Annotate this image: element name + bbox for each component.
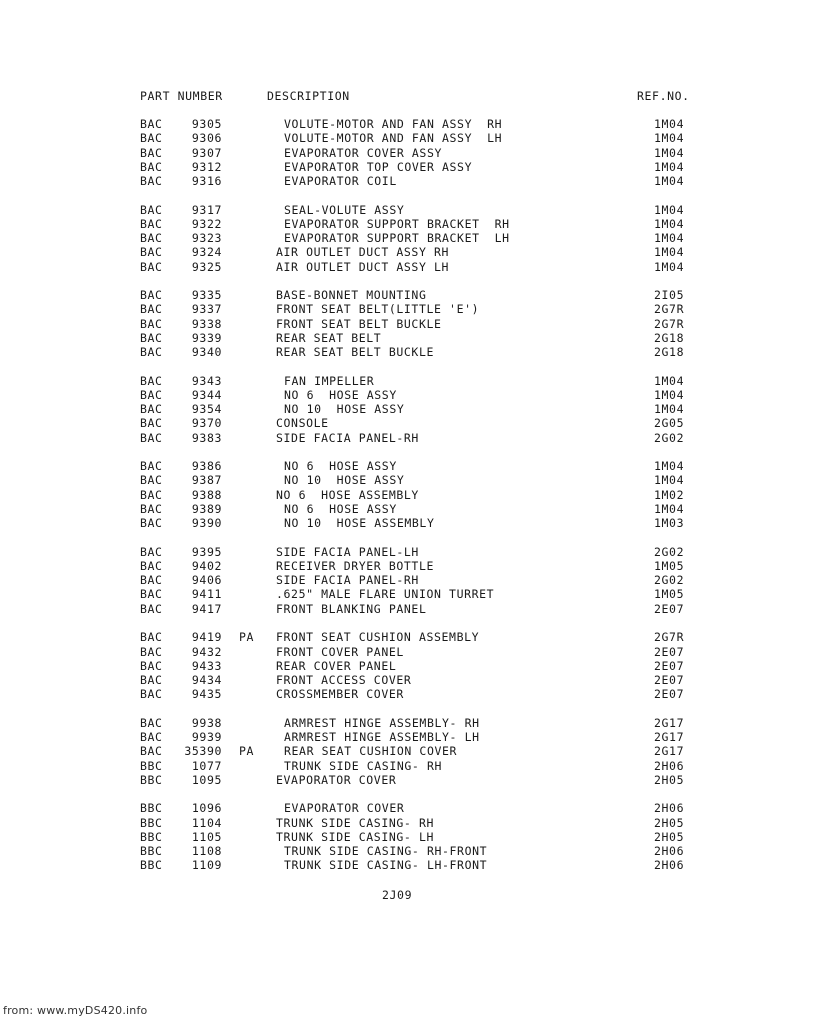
part-number: 9433 xyxy=(191,658,222,673)
part-row xyxy=(0,131,816,145)
part-description: TRUNK SIDE CASING- LH xyxy=(276,829,434,844)
part-description: SIDE FACIA PANEL-RH xyxy=(276,573,419,588)
part-number: 9312 xyxy=(191,159,222,174)
part-description: TRUNK SIDE CASING- RH xyxy=(284,758,442,773)
part-row xyxy=(0,602,816,616)
part-row xyxy=(0,174,816,188)
part-row xyxy=(0,716,816,730)
part-number: 9317 xyxy=(191,202,222,217)
part-row xyxy=(0,744,816,758)
part-description: .625" MALE FLARE UNION TURRET xyxy=(276,587,495,602)
part-prefix: BAC xyxy=(140,459,163,474)
part-prefix: BAC xyxy=(140,516,163,531)
part-code: PA xyxy=(239,630,255,645)
part-description: SEAL-VOLUTE ASSY xyxy=(284,202,405,217)
part-number: 1105 xyxy=(191,829,222,844)
part-prefix: BAC xyxy=(140,345,163,360)
part-description: NO 6 HOSE ASSY xyxy=(284,387,397,402)
part-number: 9383 xyxy=(191,430,222,445)
part-prefix: BAC xyxy=(140,730,163,745)
part-prefix: BBC xyxy=(140,758,163,773)
part-ref-no: 2E07 xyxy=(654,601,685,616)
part-number: 9390 xyxy=(191,516,222,531)
part-row xyxy=(0,659,816,673)
part-ref-no: 2G18 xyxy=(654,345,685,360)
part-row xyxy=(0,345,816,359)
part-description: EVAPORATOR SUPPORT BRACKET RH xyxy=(284,216,510,231)
part-ref-no: 1M04 xyxy=(654,459,685,474)
part-description: REAR SEAT CUSHION COVER xyxy=(284,744,458,759)
part-row xyxy=(0,117,816,131)
part-prefix: BBC xyxy=(140,815,163,830)
part-ref-no: 2E07 xyxy=(654,644,685,659)
part-row xyxy=(0,331,816,345)
part-prefix: BAC xyxy=(140,673,163,688)
part-row xyxy=(0,217,816,231)
part-number: 9324 xyxy=(191,245,222,260)
part-number: 9406 xyxy=(191,573,222,588)
part-description: CONSOLE xyxy=(276,416,329,431)
part-number: 1109 xyxy=(191,858,222,873)
part-description: REAR COVER PANEL xyxy=(276,658,397,673)
part-number: 9306 xyxy=(191,131,222,146)
part-description: NO 10 HOSE ASSY xyxy=(284,473,405,488)
part-ref-no: 2G05 xyxy=(654,416,685,431)
part-row xyxy=(0,559,816,573)
part-row xyxy=(0,801,816,815)
part-ref-no: 2G7R xyxy=(654,316,685,331)
part-row xyxy=(0,374,816,388)
part-number: 9432 xyxy=(191,644,222,659)
part-prefix: BAC xyxy=(140,117,163,131)
part-row xyxy=(0,858,816,872)
part-description: FAN IMPELLER xyxy=(284,373,375,388)
part-description: SIDE FACIA PANEL-RH xyxy=(276,430,419,445)
part-prefix: BAC xyxy=(140,501,163,516)
part-description: FRONT BLANKING PANEL xyxy=(276,601,427,616)
part-description: BASE-BONNET MOUNTING xyxy=(276,288,427,303)
part-number: 9340 xyxy=(191,345,222,360)
part-description: REAR SEAT BELT xyxy=(276,330,382,345)
part-row xyxy=(0,416,816,430)
part-ref-no: 2G17 xyxy=(654,730,685,745)
part-prefix: BAC xyxy=(140,402,163,417)
part-ref-no: 1M04 xyxy=(654,159,685,174)
part-prefix: BAC xyxy=(140,330,163,345)
part-description: EVAPORATOR TOP COVER ASSY xyxy=(284,159,473,174)
part-number: 9388 xyxy=(191,487,222,502)
part-number: 1095 xyxy=(191,772,222,787)
part-row xyxy=(0,488,816,502)
part-number: 9389 xyxy=(191,501,222,516)
part-description: NO 6 HOSE ASSY xyxy=(284,459,397,474)
part-description: NO 6 HOSE ASSY xyxy=(284,501,397,516)
part-ref-no: 2G02 xyxy=(654,573,685,588)
part-row xyxy=(0,573,816,587)
part-prefix: BAC xyxy=(140,630,163,645)
part-ref-no: 1M04 xyxy=(654,216,685,231)
part-number: 9316 xyxy=(191,174,222,188)
part-prefix: BBC xyxy=(140,772,163,787)
part-ref-no: 2E07 xyxy=(654,673,685,688)
part-ref-no: 1M04 xyxy=(654,387,685,402)
part-description: NO 10 HOSE ASSY xyxy=(284,402,405,417)
part-prefix: BAC xyxy=(140,544,163,559)
part-ref-no: 1M04 xyxy=(654,259,685,274)
part-description: ARMREST HINGE ASSEMBLY- LH xyxy=(284,730,480,745)
part-prefix: BAC xyxy=(140,416,163,431)
part-row xyxy=(0,545,816,559)
parts-group xyxy=(0,801,816,872)
part-description: VOLUTE-MOTOR AND FAN ASSY LH xyxy=(284,131,503,146)
part-number: 9435 xyxy=(191,687,222,702)
part-prefix: BAC xyxy=(140,473,163,488)
part-ref-no: 2H06 xyxy=(654,801,685,816)
part-ref-no: 1M05 xyxy=(654,558,685,573)
part-ref-no: 2H06 xyxy=(654,858,685,873)
part-prefix: BAC xyxy=(140,587,163,602)
part-number: 9323 xyxy=(191,231,222,246)
part-number: 9939 xyxy=(191,730,222,745)
part-prefix: BAC xyxy=(140,231,163,246)
part-number: 9419 xyxy=(191,630,222,645)
part-description: EVAPORATOR COVER xyxy=(284,801,405,816)
part-number: 1104 xyxy=(191,815,222,830)
part-row xyxy=(0,260,816,274)
part-prefix: BAC xyxy=(140,174,163,188)
parts-group xyxy=(0,716,816,787)
part-prefix: BAC xyxy=(140,644,163,659)
part-row xyxy=(0,302,816,316)
source-watermark: from: www.myDS420.info xyxy=(3,1004,148,1017)
part-description: AIR OUTLET DUCT ASSY LH xyxy=(276,259,450,274)
part-ref-no: 1M04 xyxy=(654,131,685,146)
part-number: 9938 xyxy=(191,715,222,730)
part-number: 9370 xyxy=(191,416,222,431)
part-ref-no: 2G7R xyxy=(654,630,685,645)
part-ref-no: 2H06 xyxy=(654,758,685,773)
part-description: AIR OUTLET DUCT ASSY RH xyxy=(276,245,450,260)
part-row xyxy=(0,830,816,844)
part-description: NO 6 HOSE ASSEMBLY xyxy=(276,487,419,502)
part-prefix: BAC xyxy=(140,131,163,146)
part-ref-no: 2H05 xyxy=(654,772,685,787)
part-ref-no: 2G17 xyxy=(654,744,685,759)
part-row xyxy=(0,245,816,259)
part-description: NO 10 HOSE ASSEMBLY xyxy=(284,516,435,531)
part-prefix: BAC xyxy=(140,216,163,231)
part-prefix: BAC xyxy=(140,430,163,445)
part-ref-no: 1M04 xyxy=(654,174,685,188)
part-prefix: BAC xyxy=(140,316,163,331)
part-prefix: BAC xyxy=(140,687,163,702)
part-description: TRUNK SIDE CASING- RH xyxy=(276,815,434,830)
part-prefix: BAC xyxy=(140,658,163,673)
part-number: 9434 xyxy=(191,673,222,688)
part-row xyxy=(0,759,816,773)
parts-group xyxy=(0,459,816,530)
part-row xyxy=(0,203,816,217)
part-ref-no: 2G18 xyxy=(654,330,685,345)
part-prefix: BAC xyxy=(140,202,163,217)
part-description: VOLUTE-MOTOR AND FAN ASSY RH xyxy=(284,117,503,131)
part-ref-no: 1M04 xyxy=(654,402,685,417)
parts-group xyxy=(0,374,816,445)
parts-group xyxy=(0,288,816,359)
part-row xyxy=(0,516,816,530)
part-ref-no: 2G17 xyxy=(654,715,685,730)
part-number: 35390 xyxy=(184,744,222,759)
part-number: 9386 xyxy=(191,459,222,474)
part-ref-no: 2H06 xyxy=(654,844,685,859)
part-ref-no: 1M04 xyxy=(654,231,685,246)
part-prefix: BAC xyxy=(140,715,163,730)
part-description: TRUNK SIDE CASING- RH-FRONT xyxy=(284,844,488,859)
part-description: REAR SEAT BELT BUCKLE xyxy=(276,345,434,360)
part-row xyxy=(0,502,816,516)
part-number: 9402 xyxy=(191,558,222,573)
part-number: 9335 xyxy=(191,288,222,303)
header-part-number: PART NUMBER xyxy=(140,89,223,103)
part-description: FRONT COVER PANEL xyxy=(276,644,404,659)
part-ref-no: 1M04 xyxy=(654,145,685,160)
part-ref-no: 2E07 xyxy=(654,658,685,673)
part-prefix: BAC xyxy=(140,601,163,616)
part-number: 9322 xyxy=(191,216,222,231)
part-prefix: BAC xyxy=(140,259,163,274)
part-row xyxy=(0,687,816,701)
part-description: FRONT SEAT BELT(LITTLE 'E') xyxy=(276,302,480,317)
part-row xyxy=(0,630,816,644)
part-prefix: BAC xyxy=(140,302,163,317)
header-description: DESCRIPTION xyxy=(267,89,350,103)
part-number: 9354 xyxy=(191,402,222,417)
part-prefix: BAC xyxy=(140,387,163,402)
part-prefix: BAC xyxy=(140,245,163,260)
part-prefix: BBC xyxy=(140,844,163,859)
part-number: 9307 xyxy=(191,145,222,160)
part-ref-no: 1M04 xyxy=(654,473,685,488)
part-row xyxy=(0,587,816,601)
page-number: 2J09 xyxy=(382,888,413,902)
part-number: 9344 xyxy=(191,387,222,402)
part-row xyxy=(0,645,816,659)
part-number: 1108 xyxy=(191,844,222,859)
part-prefix: BAC xyxy=(140,573,163,588)
part-row xyxy=(0,844,816,858)
part-description: ARMREST HINGE ASSEMBLY- RH xyxy=(284,715,480,730)
part-row xyxy=(0,402,816,416)
part-ref-no: 1M02 xyxy=(654,487,685,502)
part-number: 9337 xyxy=(191,302,222,317)
part-number: 9411 xyxy=(191,587,222,602)
parts-group xyxy=(0,117,816,188)
part-number: 9339 xyxy=(191,330,222,345)
part-description: CROSSMEMBER COVER xyxy=(276,687,404,702)
part-description: SIDE FACIA PANEL-LH xyxy=(276,544,419,559)
part-code: PA xyxy=(239,744,255,759)
part-prefix: BAC xyxy=(140,744,163,759)
part-row xyxy=(0,773,816,787)
part-row xyxy=(0,816,816,830)
part-ref-no: 2G7R xyxy=(654,302,685,317)
part-description: FRONT SEAT CUSHION ASSEMBLY xyxy=(276,630,480,645)
part-ref-no: 1M04 xyxy=(654,117,685,131)
part-prefix: BBC xyxy=(140,801,163,816)
part-description: EVAPORATOR COVER xyxy=(276,772,397,787)
part-ref-no: 1M04 xyxy=(654,373,685,388)
part-row xyxy=(0,388,816,402)
part-description: TRUNK SIDE CASING- LH-FRONT xyxy=(284,858,488,873)
part-prefix: BBC xyxy=(140,858,163,873)
part-number: 9343 xyxy=(191,373,222,388)
part-prefix: BAC xyxy=(140,373,163,388)
part-number: 9417 xyxy=(191,601,222,616)
part-ref-no: 2G02 xyxy=(654,430,685,445)
part-ref-no: 2I05 xyxy=(654,288,685,303)
part-prefix: BBC xyxy=(140,829,163,844)
part-prefix: BAC xyxy=(140,159,163,174)
part-prefix: BAC xyxy=(140,145,163,160)
part-row xyxy=(0,473,816,487)
part-prefix: BAC xyxy=(140,558,163,573)
part-row xyxy=(0,673,816,687)
part-row xyxy=(0,317,816,331)
part-row xyxy=(0,160,816,174)
part-ref-no: 2H05 xyxy=(654,829,685,844)
part-number: 9325 xyxy=(191,259,222,274)
part-number: 1077 xyxy=(191,758,222,773)
part-number: 1096 xyxy=(191,801,222,816)
part-ref-no: 2H05 xyxy=(654,815,685,830)
part-number: 9338 xyxy=(191,316,222,331)
part-ref-no: 1M04 xyxy=(654,202,685,217)
part-prefix: BAC xyxy=(140,288,163,303)
part-row xyxy=(0,459,816,473)
part-number: 9395 xyxy=(191,544,222,559)
part-description: FRONT SEAT BELT BUCKLE xyxy=(276,316,442,331)
part-description: FRONT ACCESS COVER xyxy=(276,673,412,688)
part-row xyxy=(0,288,816,302)
header-ref-no: REF.NO. xyxy=(637,89,690,103)
part-ref-no: 2E07 xyxy=(654,687,685,702)
part-ref-no: 1M03 xyxy=(654,516,685,531)
part-row xyxy=(0,431,816,445)
part-ref-no: 2G02 xyxy=(654,544,685,559)
part-prefix: BAC xyxy=(140,487,163,502)
part-ref-no: 1M04 xyxy=(654,245,685,260)
part-description: EVAPORATOR COIL xyxy=(284,174,397,188)
part-row xyxy=(0,231,816,245)
part-description: EVAPORATOR SUPPORT BRACKET LH xyxy=(284,231,510,246)
parts-list xyxy=(0,117,816,887)
parts-group xyxy=(0,630,816,701)
part-description: EVAPORATOR COVER ASSY xyxy=(284,145,442,160)
part-number: 9305 xyxy=(191,117,222,131)
parts-group xyxy=(0,545,816,616)
part-row xyxy=(0,730,816,744)
part-number: 9387 xyxy=(191,473,222,488)
part-ref-no: 1M05 xyxy=(654,587,685,602)
part-description: RECEIVER DRYER BOTTLE xyxy=(276,558,434,573)
part-row xyxy=(0,146,816,160)
parts-group xyxy=(0,203,816,274)
part-ref-no: 1M04 xyxy=(654,501,685,516)
